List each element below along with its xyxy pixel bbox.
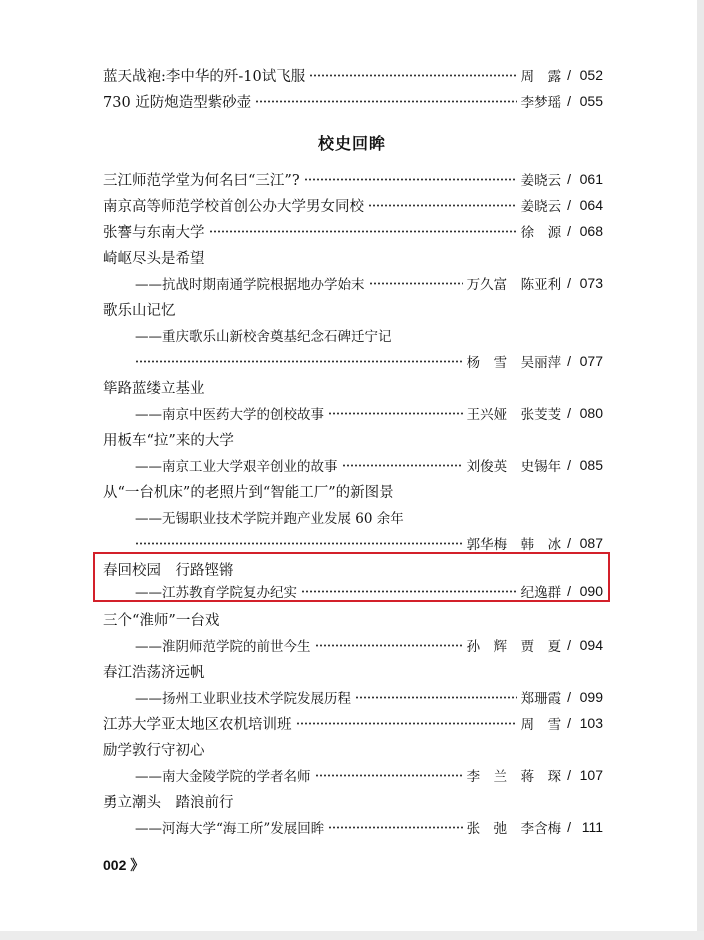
entry-page-number: 055 [579,93,603,109]
dot-leader [309,74,516,77]
entry-page-number: 068 [579,223,603,239]
toc-entry-title-line[interactable] [103,659,603,683]
footer-mark: 》 [130,857,145,873]
entry-title: 三江师范学堂为何名曰“三江”? [103,172,300,189]
entry-page-number: 094 [579,637,603,653]
dot-leader [368,204,517,207]
toc-entry-leader-line[interactable] [135,349,603,373]
entry-page-number: 087 [579,535,603,551]
entry-title: 730 近防炮造型紫砂壶 [103,94,252,111]
entry-title: 三个“淮师”一台戏 [103,612,220,629]
entry-title: 歌乐山记忆 [103,302,176,319]
entry-page-number: 064 [579,197,603,213]
entry-subtitle: ——南大金陵学院的学者名师 [135,769,311,785]
entry-author: 周 雪 [520,717,562,733]
separator: / [567,67,571,83]
toc-entry-title-line[interactable] [103,427,603,451]
toc-entry-subtitle-line[interactable] [135,763,603,787]
toc-entry-title-line[interactable] [103,375,603,399]
toc-entry-subtitle-line[interactable] [135,633,603,657]
entry-author: 李梦瑶 [520,95,562,111]
section-heading: 校史回眸 [317,134,386,153]
entry-title: 从“一台机床”的老照片到“智能工厂”的新图景 [103,484,394,501]
entry-author: 王兴娅 张芰芰 [466,407,562,423]
entry-subtitle: ——扬州工业职业技术学院发展历程 [135,691,351,707]
separator: / [567,275,571,291]
entry-title: 春江浩荡济远帆 [103,664,205,681]
entry-author: 姜晓云 [520,173,562,189]
footer-page-number: 002 [103,857,127,873]
toc-entry[interactable] [103,219,603,243]
entry-subtitle: ——河海大学“海工所”发展回眸 [135,821,325,837]
separator: / [567,715,571,731]
entry-subtitle: ——江苏教育学院复办纪实 [135,585,297,601]
dot-leader [255,100,516,103]
toc-entry-title-line[interactable] [103,297,603,321]
dot-leader [328,826,462,829]
page-footer [103,855,144,875]
dot-leader [342,464,463,467]
entry-page-number: 080 [579,405,603,421]
toc-entry-subtitle-line[interactable] [135,271,603,295]
entry-subtitle: ——南京工业大学艰辛创业的故事 [135,459,338,475]
entry-title: 崎岖尽头是希望 [103,250,205,267]
toc-entry-subtitle-line[interactable] [135,685,603,709]
dot-leader [135,360,463,363]
entry-page-number: 103 [579,715,603,731]
toc-entry-title-line[interactable] [103,789,603,813]
toc-entry[interactable] [103,193,603,217]
separator: / [567,767,571,783]
entry-author: 周 露 [520,69,562,85]
toc-entry-title-line[interactable] [103,479,603,503]
entry-subtitle: ——南京中医药大学的创校故事 [135,407,324,423]
entry-page-number: 107 [579,767,603,783]
toc-entry-title-line[interactable] [103,245,603,269]
entry-page-number: 073 [579,275,603,291]
entry-page-number: 052 [579,67,603,83]
entry-page-number: 077 [579,353,603,369]
toc-entry-subtitle-line[interactable] [135,579,603,603]
toc-entry-title-line[interactable] [103,557,603,581]
dot-leader [315,644,463,647]
entry-author: 张 弛 李含梅 [466,821,562,837]
toc-entry[interactable] [103,63,603,87]
entry-page-number: 085 [579,457,603,473]
entry-subtitle: ——抗战时期南通学院根据地办学始末 [135,277,365,293]
dot-leader [304,178,517,181]
separator: / [567,223,571,239]
entry-title: 张謇与东南大学 [103,224,205,241]
entry-author: 杨 雪 吴丽萍 [466,355,562,371]
entry-author: 郑珊霞 [520,691,562,707]
toc-entry-title-line[interactable] [103,737,603,761]
entry-title: 江苏大学亚太地区农机培训班 [103,716,292,733]
dot-leader [355,696,517,699]
separator: / [567,171,571,187]
entry-author: 李 兰 蒋 琛 [466,769,562,785]
entry-title: 春回校园 行路铿锵 [103,562,234,579]
separator: / [567,689,571,705]
entry-subtitle: ——淮阴师范学院的前世今生 [135,639,311,655]
entry-title: 南京高等师范学校首创公办大学男女同校 [103,198,364,215]
separator: / [567,535,571,551]
toc-entry-subtitle-line[interactable] [135,453,603,477]
toc-entry[interactable] [103,89,603,113]
toc-entry-subtitle-line[interactable] [135,401,603,425]
separator: / [567,819,571,835]
toc-entry[interactable] [103,711,603,735]
entry-page-number: 061 [579,171,603,187]
entry-page-number: 090 [579,583,603,599]
dot-leader [135,542,463,545]
entry-title: 勇立潮头 踏浪前行 [103,794,234,811]
entry-author: 万久富 陈亚利 [466,277,562,293]
entry-author: 徐 源 [520,225,562,241]
entry-title: 蓝天战袍:李中华的歼-10试飞服 [103,68,306,85]
dot-leader [209,230,517,233]
dot-leader [301,590,517,593]
toc-entry-subtitle-line[interactable] [135,505,603,529]
dot-leader [328,412,463,415]
entry-author: 郭华梅 韩 冰 [466,537,562,553]
entry-title: 筚路蓝缕立基业 [103,380,205,397]
entry-subtitle: ——重庆歌乐山新校舍奠基纪念石碑迁宁记 [135,329,392,345]
separator: / [567,197,571,213]
separator: / [567,457,571,473]
toc-entry-title-line[interactable] [103,607,603,631]
entry-author: 刘俊英 史锡年 [466,459,562,475]
toc-entry-subtitle-line[interactable] [135,323,603,347]
separator: / [567,405,571,421]
dot-leader [369,282,463,285]
separator: / [567,637,571,653]
entry-title: 用板车“拉”来的大学 [103,432,234,449]
dot-leader [296,722,517,725]
separator: / [567,353,571,369]
entry-author: 姜晓云 [520,199,562,215]
dot-leader [315,774,463,777]
entry-title: 励学敦行守初心 [103,742,205,759]
toc-entry-subtitle-line[interactable] [135,815,603,839]
toc-entry[interactable] [103,167,603,191]
entry-author: 孙 辉 贾 夏 [466,639,562,655]
entry-subtitle: ——无锡职业技术学院并跑产业发展 60 余年 [135,511,404,527]
entry-page-number: 099 [579,689,603,705]
entry-page-number: 111 [581,819,603,835]
entry-author: 纪逸群 [520,585,562,601]
separator: / [567,583,571,599]
separator: / [567,93,571,109]
page-edge-bottom [0,931,704,940]
